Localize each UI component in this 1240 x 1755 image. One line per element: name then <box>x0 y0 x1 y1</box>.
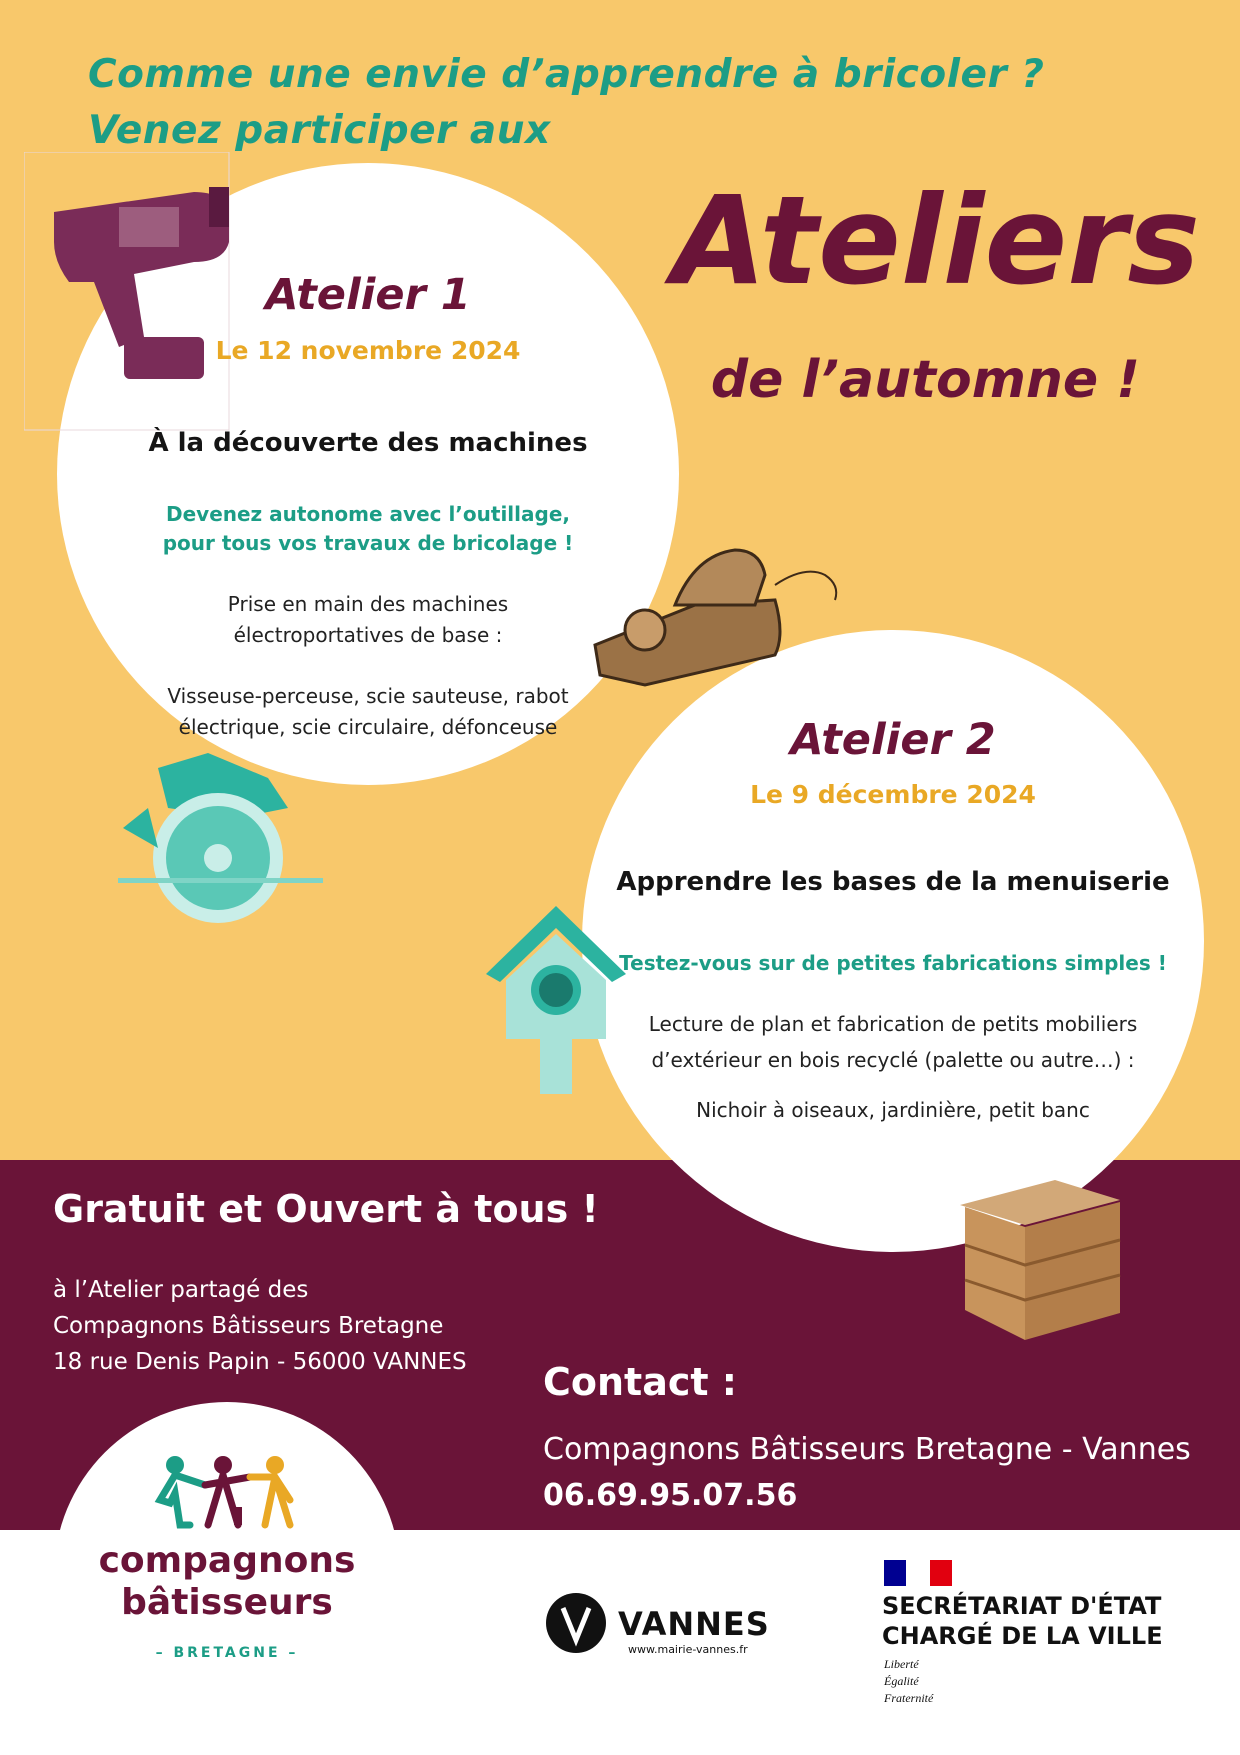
motto-2: Égalité <box>884 1674 919 1688</box>
republic-motto <box>884 1656 933 1707</box>
motto-3: Fraternité <box>884 1691 934 1705</box>
atelier-2-list: Nichoir à oiseaux, jardinière, petit banc <box>696 1098 1090 1122</box>
cb-logo-region: – BRETAGNE – <box>155 1645 299 1661</box>
secretariat-line-1: SECRÉTARIAT D'ÉTAT <box>882 1592 1162 1620</box>
address-block <box>53 1272 467 1380</box>
planter-box-icon <box>955 1175 1125 1350</box>
atelier-1-list-1: Visseuse-perceuse, scie sauteuse, rabot <box>167 684 569 708</box>
contact-org: Compagnons Bâtisseurs Bretagne - Vannes <box>543 1432 1191 1467</box>
atelier-1-accent-1: Devenez autonome avec l’outillage, <box>165 502 570 526</box>
address-line-3: 18 rue Denis Papin - 56000 VANNES <box>53 1349 467 1375</box>
atelier-2-body-1: Lecture de plan et fabrication de petits mobiliers <box>648 1012 1138 1036</box>
address-line-2: Compagnons Bâtisseurs Bretagne <box>53 1313 444 1339</box>
atelier-2-date: Le 9 décembre 2024 <box>750 780 1036 809</box>
atelier-1-list-2: électrique, scie circulaire, défonceuse <box>178 715 558 739</box>
secretariat-line-2: CHARGÉ DE LA VILLE <box>882 1622 1163 1650</box>
contact-phone: 06.69.95.07.56 <box>543 1478 798 1513</box>
atelier-1-date: Le 12 novembre 2024 <box>215 336 521 365</box>
atelier-2-heading: Apprendre les bases de la menuiserie <box>616 867 1170 897</box>
cb-logo-line-2: bâtisseurs <box>121 1582 333 1623</box>
cb-logo-line-1: compagnons <box>98 1540 356 1581</box>
cb-logo-text <box>54 1540 400 1624</box>
circular-saw-icon <box>118 748 328 933</box>
atelier-2-body-2: d’extérieur en bois recyclé (palette ou autre…) : <box>651 1048 1135 1072</box>
vannes-logo-icon <box>545 1592 607 1654</box>
main-title: Ateliers <box>672 170 1200 312</box>
atelier-1-body-1: Prise en main des machines <box>227 592 509 616</box>
atelier-1-title: Atelier 1 <box>265 270 471 320</box>
free-headline: Gratuit et Ouvert à tous ! <box>53 1187 599 1231</box>
motto-1: Liberté <box>884 1657 919 1671</box>
intro-line-1: Comme une envie d’apprendre à bricoler ? <box>88 52 1045 97</box>
contact-title: Contact : <box>543 1360 737 1404</box>
address-line-1: à l’Atelier partagé des <box>53 1277 309 1303</box>
main-subtitle: de l’automne ! <box>710 350 1140 410</box>
atelier-1-heading: À la découverte des machines <box>148 428 588 458</box>
vannes-url: www.mairie-vannes.fr <box>628 1643 748 1656</box>
atelier-2-accent: Testez-vous sur de petites fabrications simples ! <box>619 951 1167 975</box>
atelier-1-accent-2: pour tous vos travaux de bricolage ! <box>162 531 574 555</box>
atelier-2-title: Atelier 2 <box>790 715 996 765</box>
french-flag-icon <box>884 1560 952 1586</box>
intro-line-2: Venez participer aux <box>88 108 551 153</box>
vannes-wordmark: VANNES <box>618 1605 770 1643</box>
atelier-1-body-2: électroportatives de base : <box>233 623 503 647</box>
people-logo-icon <box>150 1455 310 1530</box>
